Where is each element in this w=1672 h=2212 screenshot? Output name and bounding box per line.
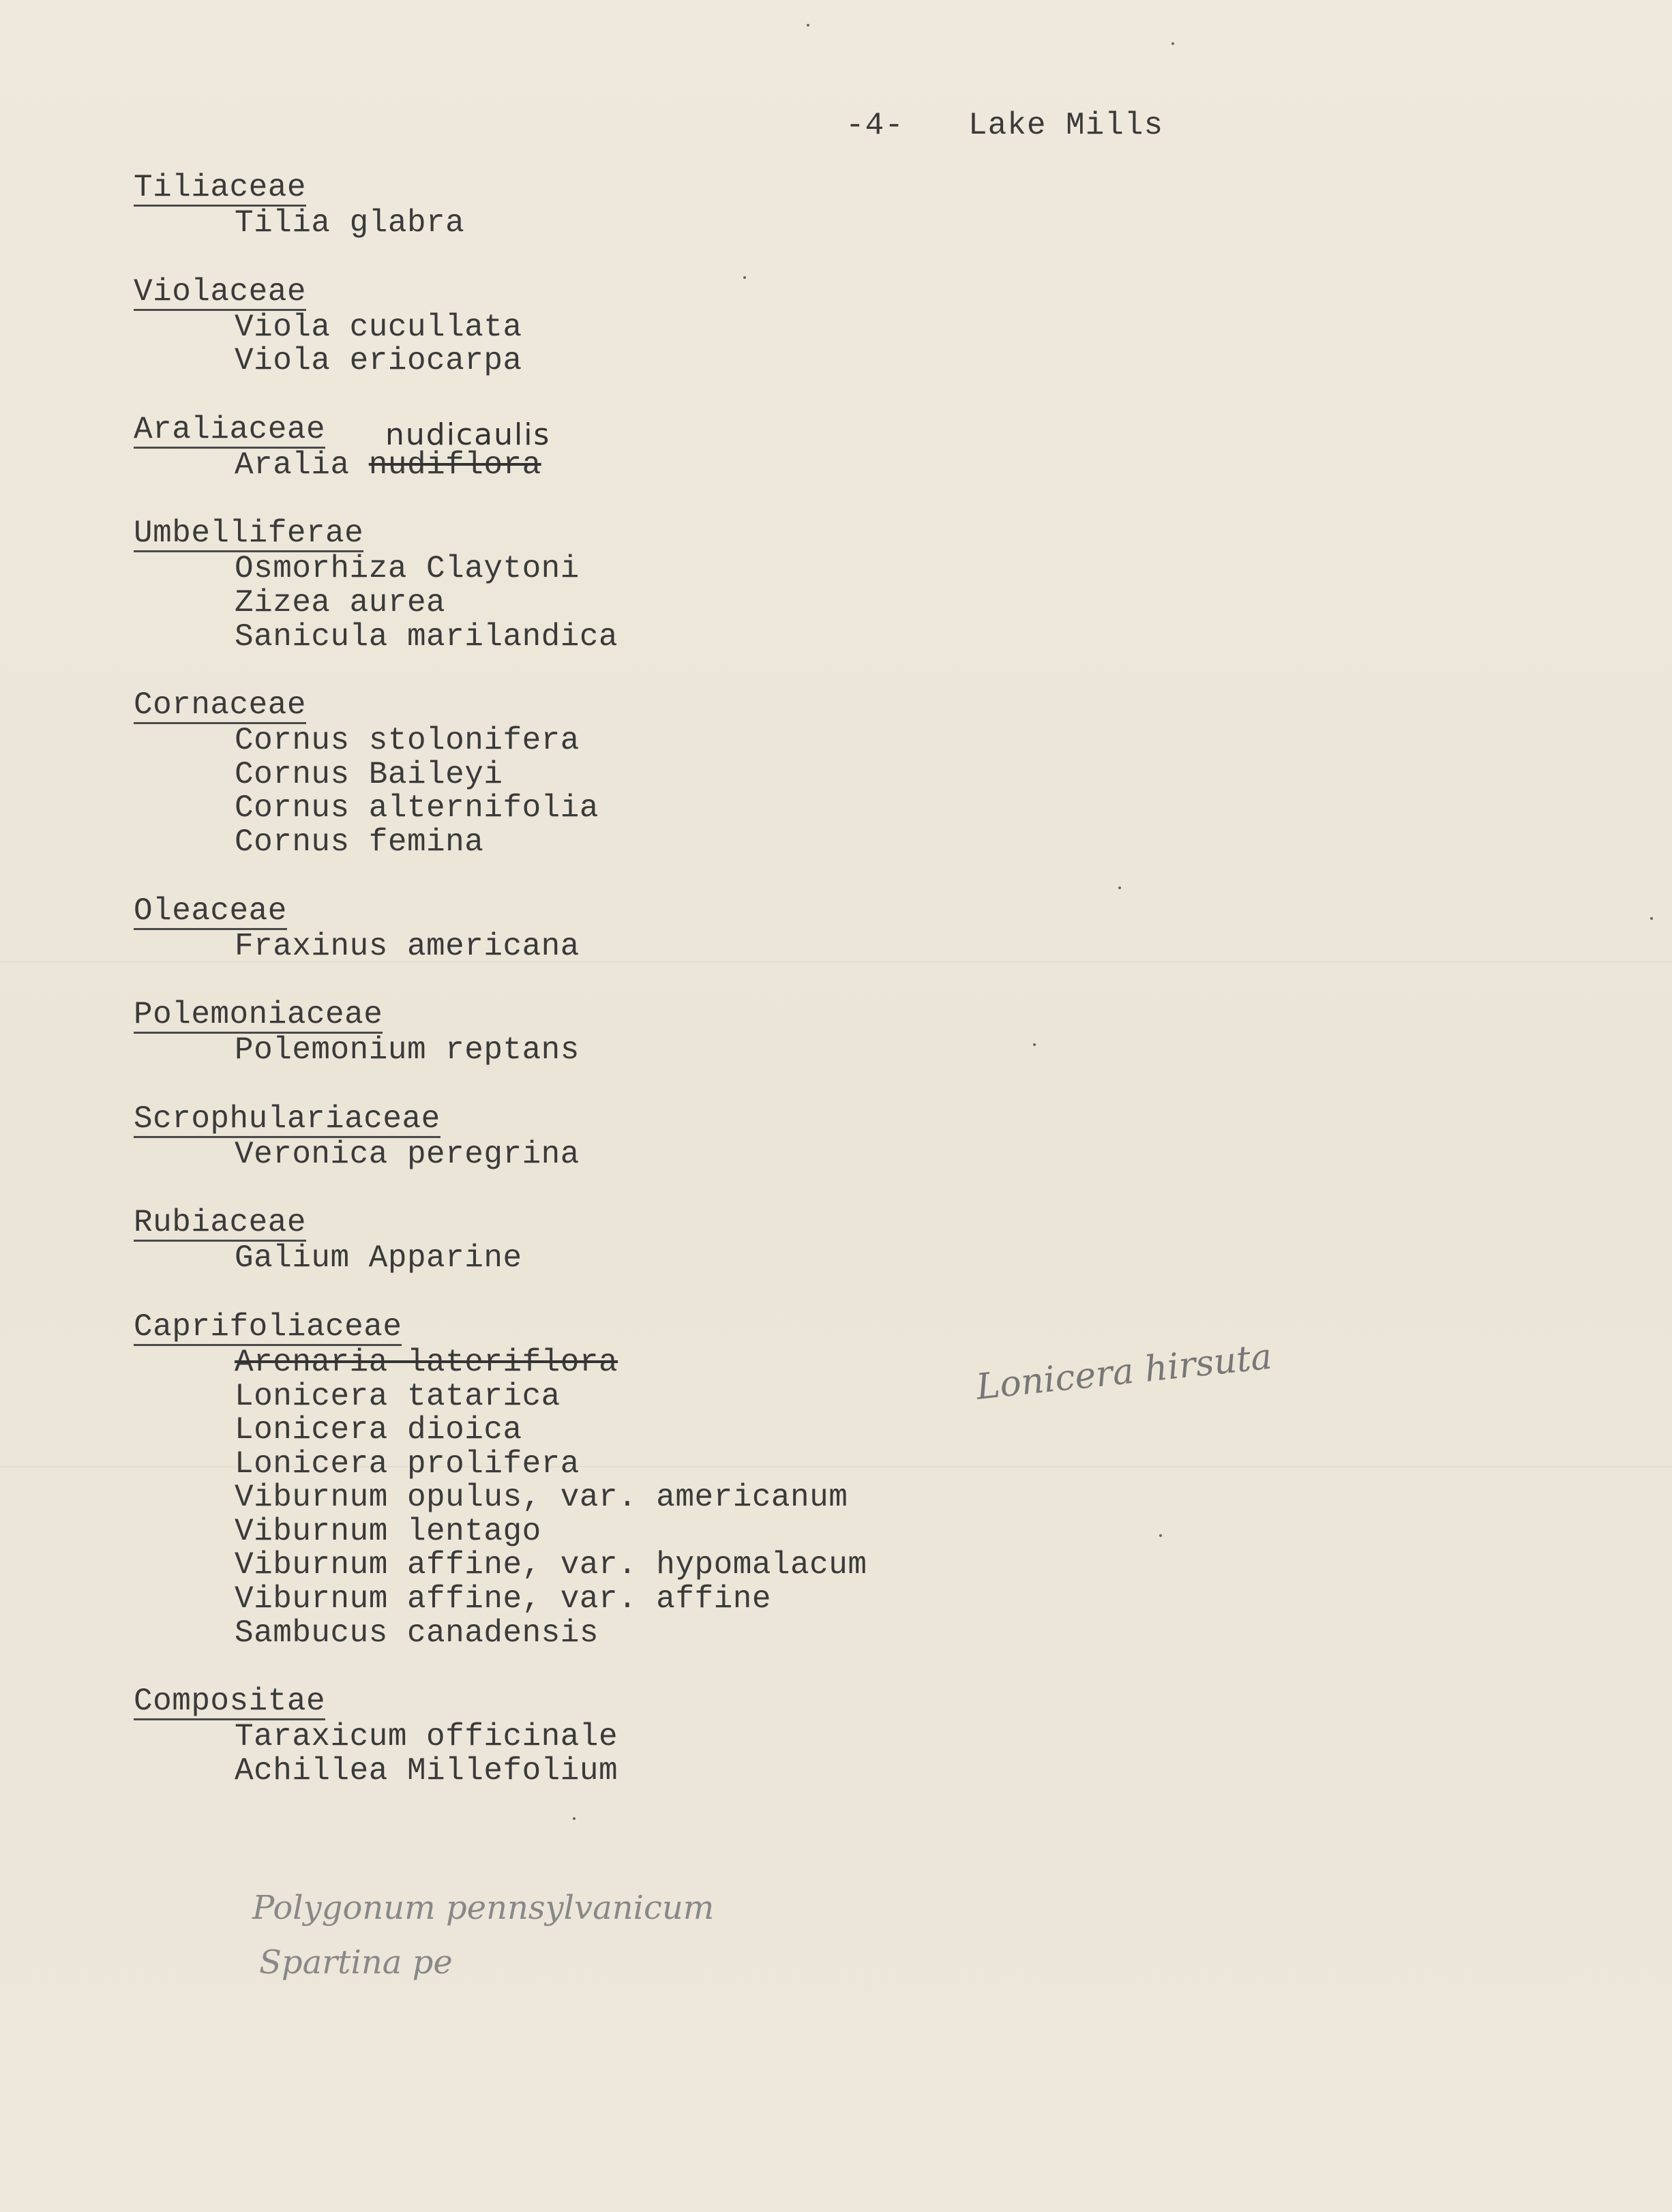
species-name: Sanicula marilandica xyxy=(235,618,618,655)
family-section xyxy=(134,894,1293,964)
family-name: Violaceae xyxy=(134,273,306,310)
species-name: Galium Apparine xyxy=(235,1240,522,1276)
family-name: Cornaceae xyxy=(134,687,306,723)
paper-speck xyxy=(1171,42,1174,45)
species-name: Viola eriocarpa xyxy=(235,343,522,379)
page-header xyxy=(846,108,1163,143)
page-location: Lake Mills xyxy=(968,108,1164,143)
family-section xyxy=(134,688,1293,859)
paper-speck xyxy=(1650,917,1653,920)
paper-speck xyxy=(743,276,746,279)
handwritten-correction: nudicaulis xyxy=(385,417,551,452)
family-section xyxy=(134,1102,1293,1172)
species-name: Lonicera tatarica xyxy=(235,1378,561,1414)
species-name: Tilia glabra xyxy=(235,205,465,241)
species-name: Polemonium reptans xyxy=(235,1032,580,1068)
species-name xyxy=(134,449,1293,483)
family-section xyxy=(134,413,1293,483)
family-section xyxy=(134,516,1293,654)
genus-text: Aralia xyxy=(235,447,350,483)
species-name: Veronica peregrina xyxy=(235,1136,580,1172)
paper-speck xyxy=(573,1817,576,1820)
species-name: Osmorhiza Claytoni xyxy=(235,551,580,587)
species-name: Fraxinus americana xyxy=(235,928,580,964)
family-name: Tiliaceae xyxy=(134,170,306,205)
handwritten-pencil-note: Spartina pe xyxy=(259,1943,453,1982)
paper-speck xyxy=(1033,1043,1036,1046)
family-name: Oleaceae xyxy=(134,893,287,929)
species-name: Cornus alternifolia xyxy=(235,790,599,826)
species-name: Viola cucullata xyxy=(235,309,522,345)
handwritten-pencil-note: Polygonum pennsylvanicum xyxy=(252,1889,715,1927)
family-section xyxy=(134,275,1293,378)
family-name: Araliaceae xyxy=(134,411,326,447)
family-section xyxy=(134,1684,1293,1788)
species-name: Zizea aurea xyxy=(235,584,446,621)
page-number: -4- xyxy=(846,108,904,143)
handwritten-margin-note: Lonicera hirsuta xyxy=(974,1336,1274,1408)
family-section xyxy=(134,998,1293,1068)
family-name: Caprifoliaceae xyxy=(134,1309,402,1345)
family-name: Scrophulariaceae xyxy=(134,1101,441,1137)
species-name: Viburnum opulus, var. americanum xyxy=(235,1480,848,1516)
species-name: Viburnum affine, var. hypomalacum xyxy=(235,1547,867,1583)
family-section xyxy=(134,170,1293,241)
species-name: Lonicera prolifera xyxy=(235,1446,580,1482)
species-name: Achillea Millefolium xyxy=(235,1752,618,1789)
species-name: Cornus Baileyi xyxy=(235,756,503,792)
family-section xyxy=(134,1206,1293,1276)
family-name: Polemoniaceae xyxy=(134,997,383,1033)
family-name: Rubiaceae xyxy=(134,1205,306,1241)
family-name: Compositae xyxy=(134,1684,326,1720)
species-name: Cornus stolonifera xyxy=(235,723,580,759)
species-name: Lonicera dioica xyxy=(235,1412,522,1448)
species-name: Cornus femina xyxy=(235,824,484,860)
species-name: Sambucus canadensis xyxy=(235,1615,599,1651)
species-name: Viburnum lentago xyxy=(235,1513,541,1549)
plant-list xyxy=(134,170,1293,1822)
paper-speck xyxy=(1118,886,1121,889)
family-name: Umbelliferae xyxy=(134,515,364,552)
paper-speck xyxy=(1159,1534,1162,1537)
struck-species: Arenaria lateriflora xyxy=(235,1344,618,1380)
paper-speck xyxy=(807,24,809,27)
species-name: Viburnum affine, var. affine xyxy=(235,1581,771,1617)
species-name: Taraxicum officinale xyxy=(235,1719,618,1755)
struck-epithet: nudiflora xyxy=(368,447,541,483)
